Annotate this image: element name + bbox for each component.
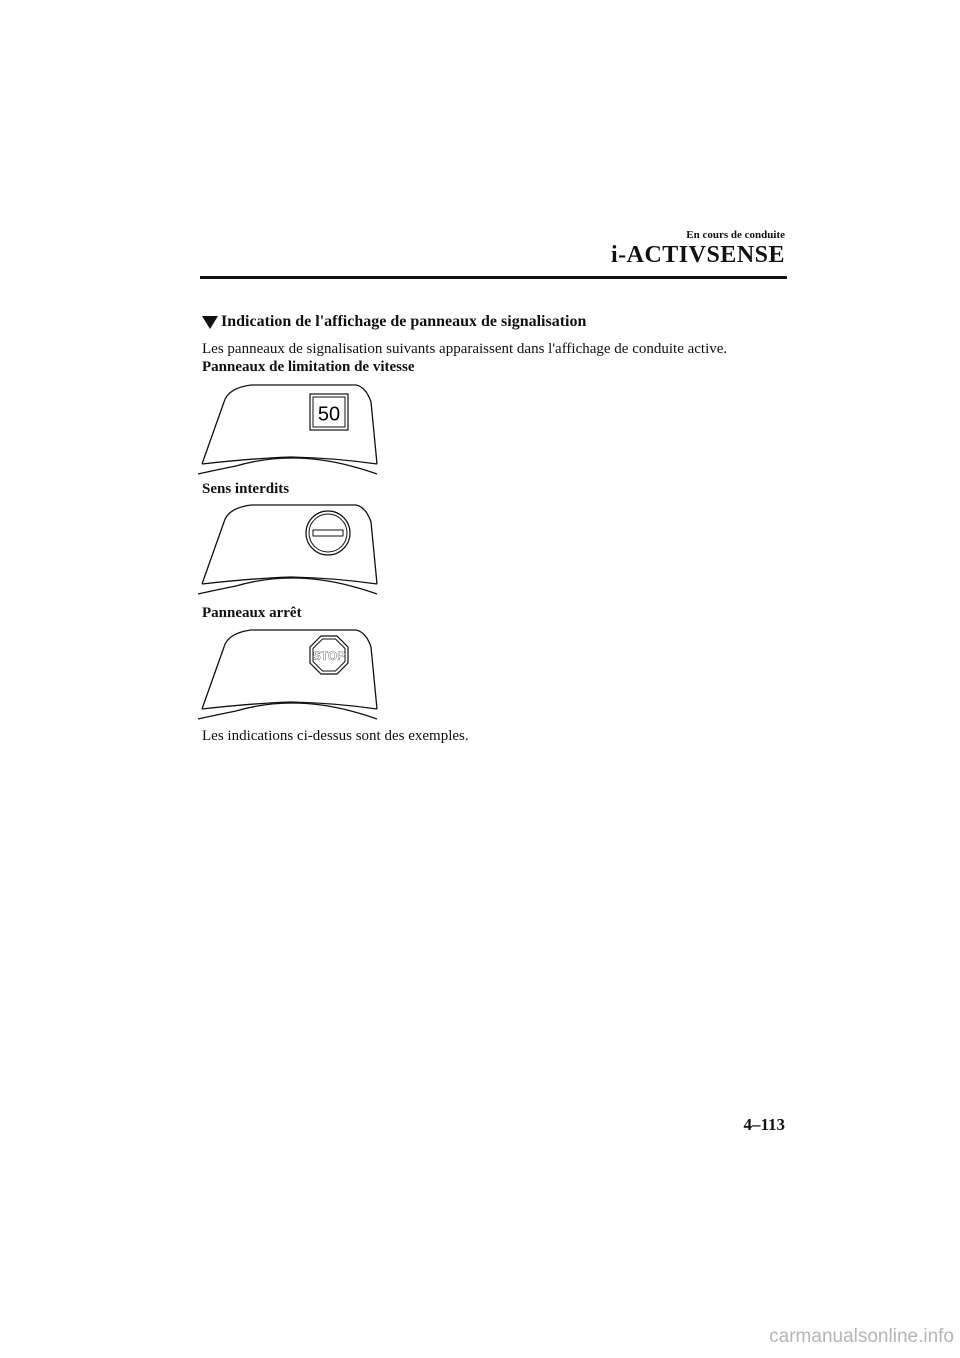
speed-limit-sign-icon (310, 394, 348, 430)
intro-text: Les panneaux de signalisation suivants apparaissent dans l'affichage de conduite active. (202, 341, 728, 357)
speed-limit-value: 50 (317, 403, 341, 426)
no-entry-figure (196, 500, 386, 600)
stop-label: Panneaux arrêt (202, 605, 302, 621)
stop-figure (196, 625, 386, 725)
subsection-heading (202, 313, 586, 331)
stop-sign-text: STOP (312, 649, 346, 663)
no-entry-label: Sens interdits (202, 481, 290, 497)
heading-text: Indication de l'affichage de panneaux de signalisation (221, 313, 587, 330)
speed-limit-figure (196, 380, 386, 480)
header-rule (200, 276, 787, 279)
chapter-title: En cours de conduite (686, 229, 785, 241)
watermark: carmanualsonline.info (769, 1326, 954, 1347)
section-title: i-ACTIVSENSE (610, 242, 785, 268)
speed-limit-label: Panneaux de limitation de vitesse (202, 359, 415, 375)
triangle-down-icon (202, 316, 218, 329)
page-number: 4–113 (743, 1115, 785, 1134)
note-text: Les indications ci-dessus sont des exemples. (202, 728, 469, 744)
no-entry-sign-icon (306, 511, 350, 555)
stop-sign-icon (310, 636, 348, 674)
